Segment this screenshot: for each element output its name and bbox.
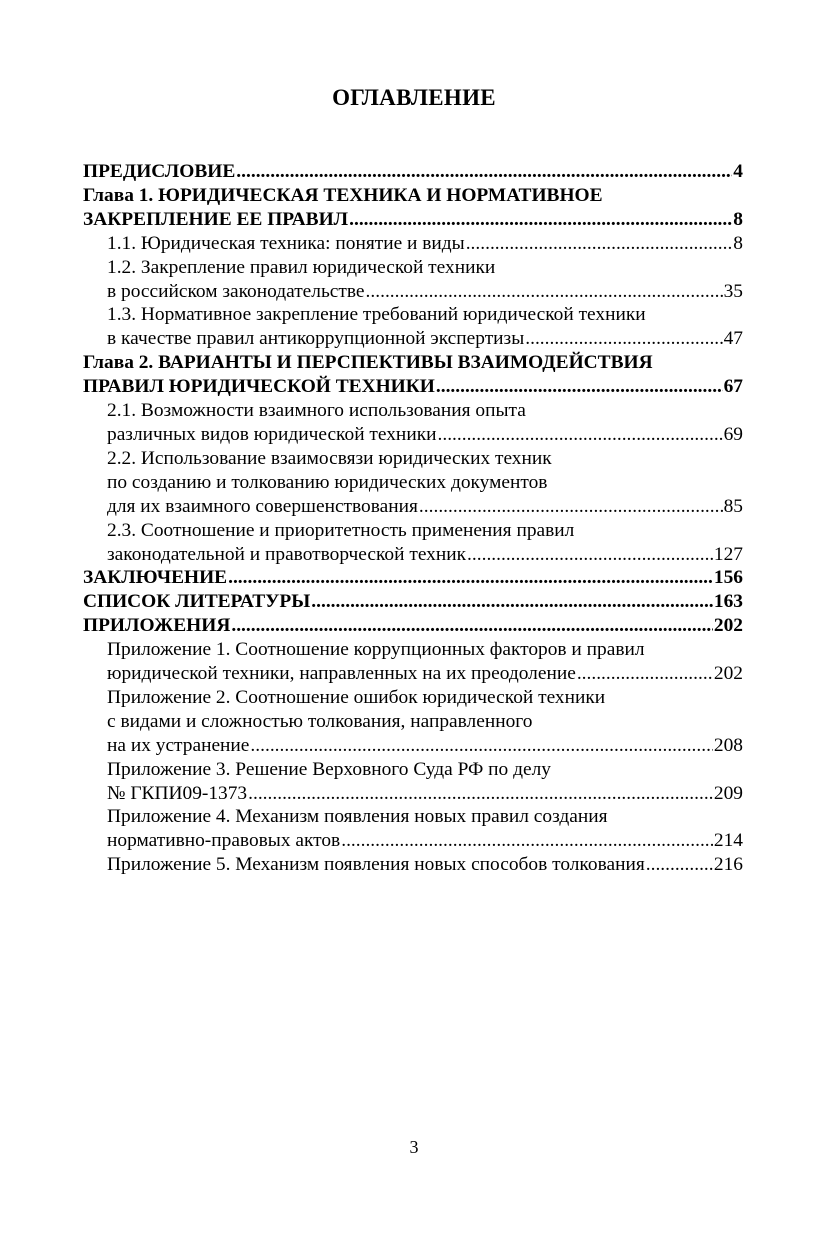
toc-entry-row [83, 614, 743, 638]
toc-entry-line: 2.3. Соотношение и приоритетность применения правил [107, 519, 575, 541]
toc-entry[interactable] [83, 566, 743, 590]
toc-entry-row [83, 590, 743, 614]
dot-leader [311, 590, 713, 614]
dot-leader [341, 829, 713, 853]
toc-entry-title: в российском законодательстве [107, 280, 365, 302]
toc-entry[interactable] [83, 758, 743, 806]
dot-leader [228, 566, 713, 590]
toc-page-number: 202 [713, 615, 743, 637]
toc-entry-title: № ГКПИ09-1373 [107, 782, 248, 804]
toc-entry-title: юридической техники, направленных на их преодоление [107, 663, 576, 685]
toc-page-number: 216 [713, 854, 743, 876]
toc-page-number: 208 [713, 734, 743, 756]
toc-entry[interactable] [83, 853, 743, 877]
toc-entry-row [83, 160, 743, 184]
dot-leader [577, 662, 713, 686]
toc-entry[interactable] [83, 519, 743, 567]
toc-page-number: 4 [733, 161, 743, 182]
dot-leader [419, 495, 723, 519]
toc-entry[interactable] [83, 351, 743, 399]
toc-entry-title: на их устранение [107, 734, 250, 756]
page-title: ОГЛАВЛЕНИЕ [332, 85, 496, 110]
toc-entry-line: Глава 1. ЮРИДИЧЕСКАЯ ТЕХНИКА И НОРМАТИВНОЕ [83, 184, 603, 206]
toc-entry-row [107, 782, 743, 806]
toc-entry-title: Приложение 5. Механизм появления новых способов толкования [107, 854, 645, 876]
toc-entry-title: ПРЕДИСЛОВИЕ [83, 161, 236, 182]
dot-leader [646, 853, 713, 877]
toc-entry[interactable] [83, 184, 743, 232]
toc-page-number: 214 [713, 830, 743, 852]
toc-entry-line: 2.1. Возможности взаимного использования опыта [107, 400, 526, 422]
toc-entry-title: в качестве правил антикоррупционной экспертизы [107, 328, 525, 350]
toc-entry-row [107, 327, 743, 351]
page-number: 3 [409, 1137, 419, 1157]
toc-entry-title: ПРИЛОЖЕНИЯ [83, 615, 231, 637]
dot-leader [467, 543, 713, 567]
toc-entry-row [83, 566, 743, 590]
toc-page-number: 69 [723, 423, 743, 445]
toc-page-number: 8 [733, 208, 743, 230]
toc-entry-row [107, 662, 743, 686]
toc-entry[interactable] [83, 399, 743, 447]
toc-entry-title: ПРАВИЛ ЮРИДИЧЕСКОЙ ТЕХНИКИ [83, 376, 435, 398]
toc-entry[interactable] [83, 256, 743, 304]
dot-leader [236, 160, 732, 184]
dot-leader [466, 232, 733, 256]
toc-page-number: 127 [713, 543, 743, 565]
toc-entry[interactable] [83, 160, 743, 184]
toc-page-number: 67 [723, 376, 743, 398]
toc-entry[interactable] [83, 303, 743, 351]
toc-page-number: 202 [713, 663, 743, 685]
toc-entry-line: Приложение 3. Решение Верховного Суда РФ по делу [107, 758, 551, 780]
toc-entry-row [107, 232, 743, 256]
dot-leader [231, 614, 713, 638]
toc-entry-row [107, 423, 743, 447]
toc-entry-title: ЗАКЛЮЧЕНИЕ [83, 567, 228, 589]
toc-entry-title: различных видов юридической техники [107, 423, 437, 445]
toc-entry-title: СПИСОК ЛИТЕРАТУРЫ [83, 591, 311, 613]
toc-entry-title: ЗАКРЕПЛЕНИЕ ЕЕ ПРАВИЛ [83, 208, 349, 230]
toc-entry-row [107, 734, 743, 758]
toc-page-number: 156 [713, 567, 743, 589]
toc-entry-line: по созданию и толкованию юридических документов [107, 471, 548, 493]
toc-page-number: 209 [713, 782, 743, 804]
toc-entry-title: нормативно-правовых актов [107, 830, 341, 852]
toc-entry-line: Приложение 1. Соотношение коррупционных факторов и правил [107, 639, 645, 661]
toc-entry-row [107, 495, 743, 519]
toc-entry-row [107, 829, 743, 853]
toc-entry-title: для их взаимного совершенствования [107, 495, 418, 517]
table-of-contents [83, 160, 743, 877]
toc-entry-row [83, 208, 743, 232]
toc-entry-line: Приложение 2. Соотношение ошибок юридической техники [107, 686, 606, 708]
dot-leader [436, 375, 723, 399]
toc-entry[interactable] [83, 447, 743, 519]
toc-entry-title: 1.1. Юридическая техника: понятие и виды [107, 232, 465, 254]
toc-entry-line: Приложение 4. Механизм появления новых правил создания [107, 806, 608, 828]
toc-entry[interactable] [83, 614, 743, 638]
toc-entry-row [83, 375, 743, 399]
toc-page-number: 47 [723, 328, 743, 350]
toc-entry[interactable] [83, 686, 743, 758]
dot-leader [525, 327, 722, 351]
toc-entry-line: 2.2. Использование взаимосвязи юридических техник [107, 447, 552, 469]
dot-leader [248, 782, 713, 806]
dot-leader [349, 208, 732, 232]
toc-entry[interactable] [83, 805, 743, 853]
toc-entry-row [107, 280, 743, 304]
toc-page-number: 85 [723, 495, 743, 517]
toc-entry[interactable] [83, 638, 743, 686]
toc-entry-row [107, 853, 743, 877]
toc-entry[interactable] [83, 232, 743, 256]
dot-leader [438, 423, 723, 447]
toc-entry-line: с видами и сложностью толкования, направленного [107, 710, 533, 732]
toc-page-number: 163 [713, 591, 743, 613]
toc-page-number: 8 [733, 232, 743, 254]
toc-entry-row [107, 543, 743, 567]
toc-entry-title: законодательной и правотворческой техник [107, 543, 467, 565]
toc-entry-line: 1.3. Нормативное закрепление требований юридической техники [107, 304, 646, 326]
toc-entry[interactable] [83, 590, 743, 614]
dot-leader [366, 280, 723, 304]
toc-page-number: 35 [723, 280, 743, 302]
dot-leader [250, 734, 712, 758]
toc-entry-line: Глава 2. ВАРИАНТЫ И ПЕРСПЕКТИВЫ ВЗАИМОДЕЙСТВИЯ [83, 352, 653, 374]
toc-entry-line: 1.2. Закрепление правил юридической техники [107, 256, 496, 278]
